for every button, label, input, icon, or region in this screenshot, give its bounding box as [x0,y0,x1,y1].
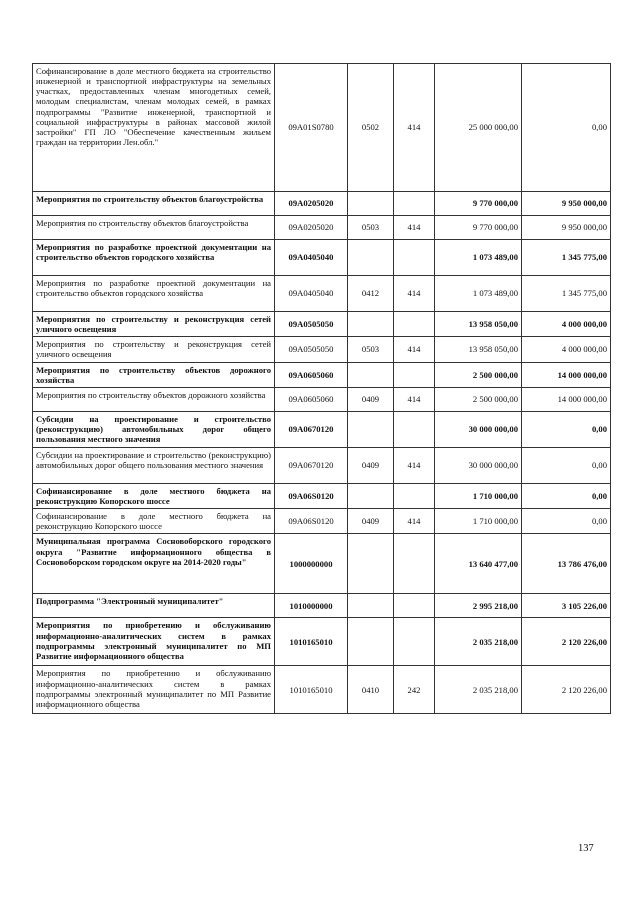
table-row [33,240,611,276]
table-row [33,312,611,337]
row-section: 0503 [348,216,394,240]
table-row [33,483,611,508]
row-code: 09А0205020 [275,192,348,216]
row-section [348,362,394,387]
row-code: 09А06S0120 [275,509,348,534]
row-amount-year1: 30 000 000,00 [435,411,522,447]
row-amount-year1: 13 640 477,00 [435,534,522,594]
row-name: Мероприятия по строительству объектов дорожного хозяйства [33,387,275,411]
row-amount-year2: 0,00 [522,509,611,534]
row-name: Мероприятия по строительству и реконструкция сетей уличного освещения [33,312,275,337]
row-code: 09А0505050 [275,337,348,362]
row-amount-year1: 1 710 000,00 [435,509,522,534]
row-name: Мероприятия по разработке проектной документации на строительство объектов городского хозяйства [33,240,275,276]
row-expense-type: 414 [394,64,435,192]
row-section: 0409 [348,447,394,483]
row-name: Субсидии на проектирование и строительство (реконструкцию) автомобильных дорог общего пользования местного значения [33,411,275,447]
row-expense-type [394,411,435,447]
row-expense-type: 414 [394,216,435,240]
row-code: 1010165010 [275,618,348,666]
row-amount-year2: 0,00 [522,483,611,508]
row-amount-year2: 0,00 [522,411,611,447]
row-section [348,240,394,276]
row-amount-year1: 1 710 000,00 [435,483,522,508]
row-section: 0502 [348,64,394,192]
row-section [348,483,394,508]
table-row [33,534,611,594]
row-amount-year2: 13 786 476,00 [522,534,611,594]
row-name: Муниципальная программа Сосновоборского городского округа "Развитие информационного общества в Сосновоборском городском округе на 2014-2020 годы" [33,534,275,594]
row-amount-year2: 9 950 000,00 [522,216,611,240]
row-amount-year1: 2 035 218,00 [435,618,522,666]
row-name: Мероприятия по строительству объектов благоустройства [33,216,275,240]
row-name: Мероприятия по приобретению и обслуживанию информационно-аналитических систем в рамках подпрограммы электронный муниципалитет по МП Развитие информационного общества [33,618,275,666]
row-amount-year2: 4 000 000,00 [522,337,611,362]
row-name: Мероприятия по разработке проектной документации на строительство объектов городского хозяйства [33,276,275,312]
row-expense-type: 414 [394,276,435,312]
budget-table-body [33,64,611,714]
row-amount-year1: 1 073 489,00 [435,240,522,276]
table-row [33,362,611,387]
row-amount-year1: 2 500 000,00 [435,387,522,411]
row-amount-year2: 9 950 000,00 [522,192,611,216]
row-code: 09А0670120 [275,411,348,447]
row-name: Субсидии на проектирование и строительство (реконструкцию) автомобильных дорог общего пользования местного значения [33,447,275,483]
row-name: Мероприятия по строительству объектов благоустройства [33,192,275,216]
row-code: 1000000000 [275,534,348,594]
row-amount-year2: 0,00 [522,64,611,192]
row-amount-year1: 2 500 000,00 [435,362,522,387]
row-expense-type [394,240,435,276]
row-amount-year2: 4 000 000,00 [522,312,611,337]
table-row [33,509,611,534]
row-amount-year2: 1 345 775,00 [522,240,611,276]
row-amount-year2: 1 345 775,00 [522,276,611,312]
row-amount-year1: 13 958 050,00 [435,337,522,362]
row-expense-type [394,618,435,666]
row-amount-year1: 13 958 050,00 [435,312,522,337]
table-row [33,618,611,666]
row-name: Софинансирование в доле местного бюджета на строительство инженерной и транспортной инфраструктуры на земельных участках, предоставленных членам многодетных семей, молодым специалистам, членам молодых семей, в рамках подпрограммы "Развитие инженерной, транспортной и социальной инфраструктуры в районах массовой жилой застройки" ГП ЛО "Обеспечение качественным жильем граждан на территории Лен.обл." [33,64,275,192]
row-amount-year1: 2 035 218,00 [435,666,522,714]
row-amount-year1: 9 770 000,00 [435,216,522,240]
row-expense-type [394,534,435,594]
row-code: 09А01S0780 [275,64,348,192]
row-expense-type: 242 [394,666,435,714]
row-code: 1010000000 [275,594,348,618]
row-name: Мероприятия по приобретению и обслуживанию информационно-аналитических систем в рамках подпрограммы электронный муниципалитет по МП Развитие информационного общества [33,666,275,714]
row-section [348,618,394,666]
row-expense-type: 414 [394,509,435,534]
row-expense-type [394,312,435,337]
row-code: 1010165010 [275,666,348,714]
row-amount-year1: 25 000 000,00 [435,64,522,192]
row-expense-type [394,192,435,216]
row-name: Мероприятия по строительству объектов дорожного хозяйства [33,362,275,387]
page-number: 137 [578,843,594,854]
row-expense-type: 414 [394,447,435,483]
row-code: 09А0605060 [275,362,348,387]
row-expense-type [394,362,435,387]
row-amount-year2: 2 120 226,00 [522,666,611,714]
row-amount-year2: 14 000 000,00 [522,362,611,387]
row-amount-year1: 30 000 000,00 [435,447,522,483]
row-name: Подпрограмма "Электронный муниципалитет" [33,594,275,618]
table-row [33,447,611,483]
row-amount-year2: 3 105 226,00 [522,594,611,618]
row-section [348,312,394,337]
row-expense-type: 414 [394,387,435,411]
row-section [348,594,394,618]
row-code: 09А0405040 [275,276,348,312]
row-section: 0503 [348,337,394,362]
table-row [33,64,611,192]
row-code: 09А06S0120 [275,483,348,508]
row-section [348,411,394,447]
row-name: Мероприятия по строительству и реконструкция сетей уличного освещения [33,337,275,362]
row-amount-year2: 2 120 226,00 [522,618,611,666]
row-section: 0409 [348,387,394,411]
row-section: 0412 [348,276,394,312]
row-amount-year1: 2 995 218,00 [435,594,522,618]
row-expense-type [394,483,435,508]
row-code: 09А0405040 [275,240,348,276]
table-row [33,387,611,411]
row-amount-year1: 9 770 000,00 [435,192,522,216]
row-code: 09А0205020 [275,216,348,240]
row-code: 09А0670120 [275,447,348,483]
row-amount-year2: 14 000 000,00 [522,387,611,411]
row-expense-type [394,594,435,618]
row-name: Софинансирование в доле местного бюджета на реконструкцию Копорского шоссе [33,509,275,534]
table-row [33,666,611,714]
table-row [33,411,611,447]
row-expense-type: 414 [394,337,435,362]
row-section: 0410 [348,666,394,714]
row-amount-year2: 0,00 [522,447,611,483]
row-section [348,534,394,594]
table-row [33,337,611,362]
row-section: 0409 [348,509,394,534]
row-code: 09А0505050 [275,312,348,337]
row-name: Софинансирование в доле местного бюджета на реконструкцию Копорского шоссе [33,483,275,508]
row-amount-year1: 1 073 489,00 [435,276,522,312]
table-row [33,192,611,216]
row-code: 09А0605060 [275,387,348,411]
table-row [33,594,611,618]
budget-table [32,63,611,714]
table-row [33,216,611,240]
row-section [348,192,394,216]
table-row [33,276,611,312]
